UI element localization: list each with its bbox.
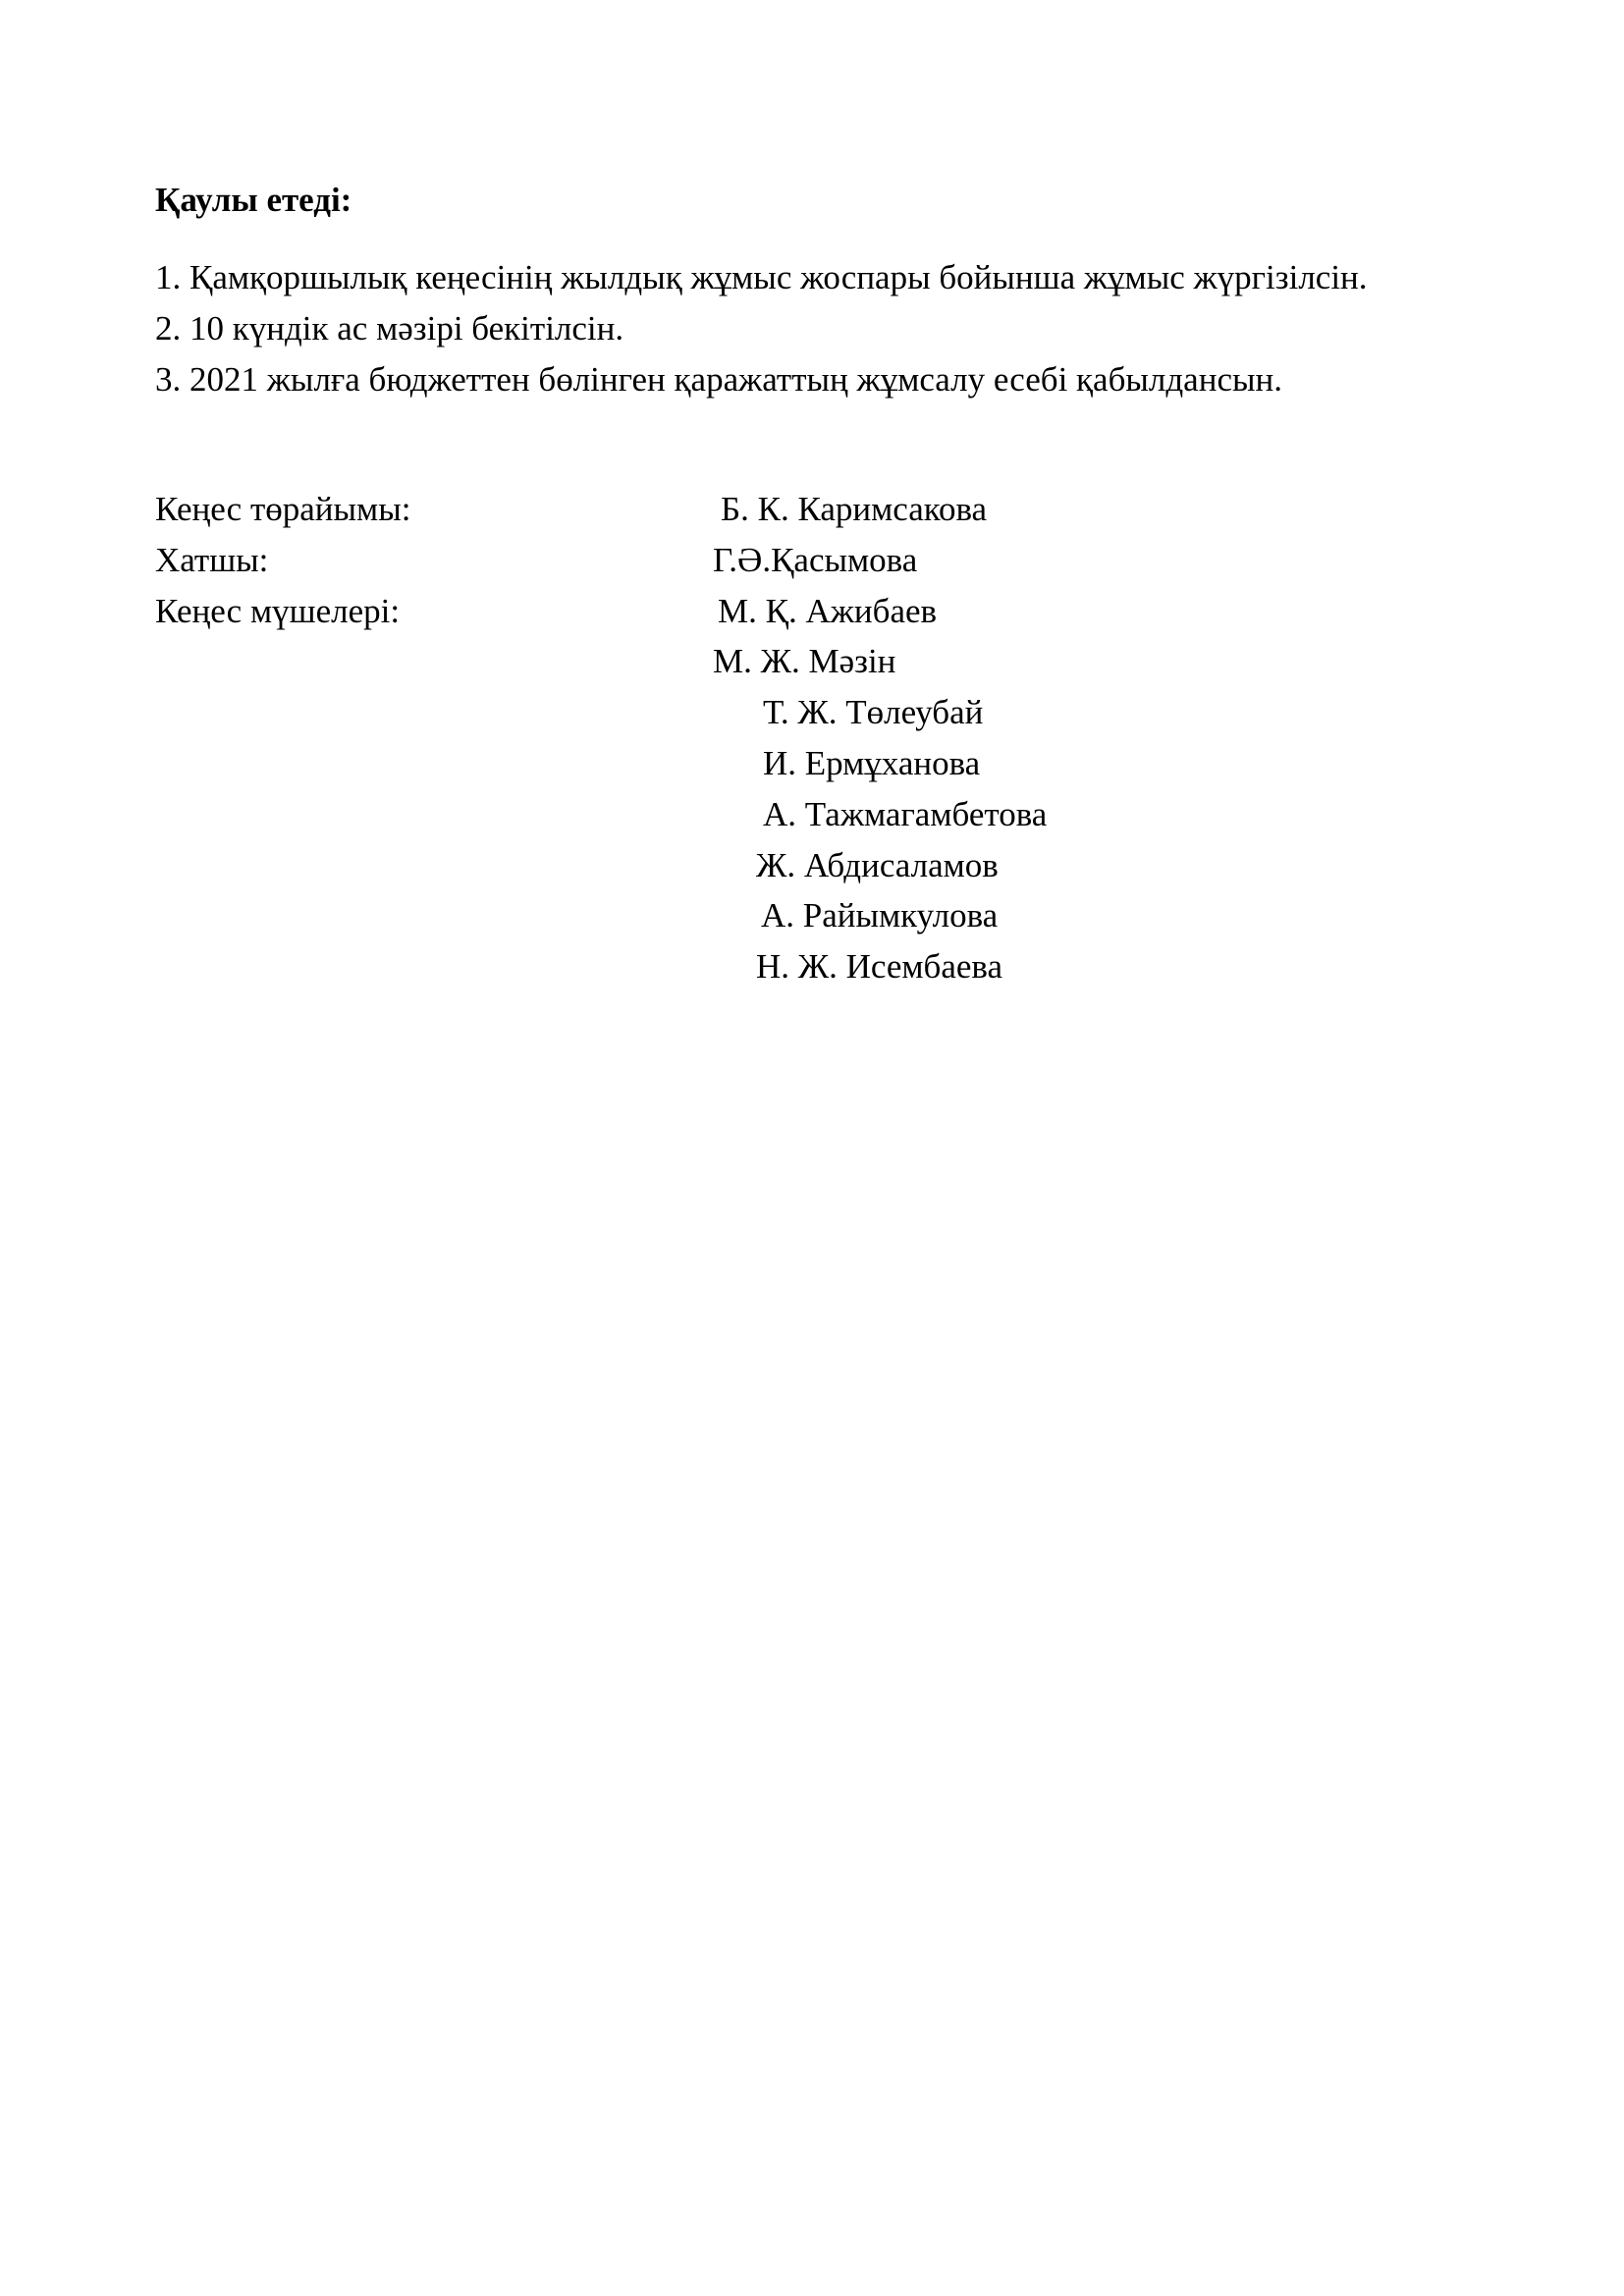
- signatory-name: А. Тажмагамбетова: [763, 795, 1048, 833]
- signatory-name: Ж. Абдисаламов: [756, 846, 999, 884]
- signatory-name: Н. Ж. Исембаева: [756, 947, 1003, 986]
- signatory-name: И. Ермұханова: [763, 744, 981, 782]
- role-secretary: Хатшы:: [155, 541, 269, 579]
- signatory-name: М. Ж. Мәзін: [713, 642, 896, 680]
- role-council-members: Кеңес мүшелері:: [155, 592, 401, 630]
- signatory-name: Б. К. Каримсакова: [721, 490, 988, 528]
- resolution-item-2: 2. 10 күндік ас мәзірі бекітілсін.: [155, 309, 624, 347]
- resolution-item-3: 3. 2021 жылға бюджеттен бөлінген қаражаттың жұмсалу есебі қабылдансын.: [155, 360, 1282, 399]
- role-chairwoman: Кеңес төрайымы:: [155, 490, 411, 528]
- signatory-name: Г.Ә.Қасымова: [713, 541, 918, 579]
- resolution-item-1: 1. Қамқоршылық кеңесінің жылдық жұмыс жоспары бойынша жұмыс жүргізілсін.: [155, 258, 1368, 296]
- signatory-name: Т. Ж. Төлеубай: [763, 693, 984, 731]
- resolution-heading: Қаулы етеді:: [155, 181, 352, 219]
- signatory-name: М. Қ. Ажибаев: [718, 592, 938, 630]
- signatory-name: А. Райымкулова: [761, 896, 999, 934]
